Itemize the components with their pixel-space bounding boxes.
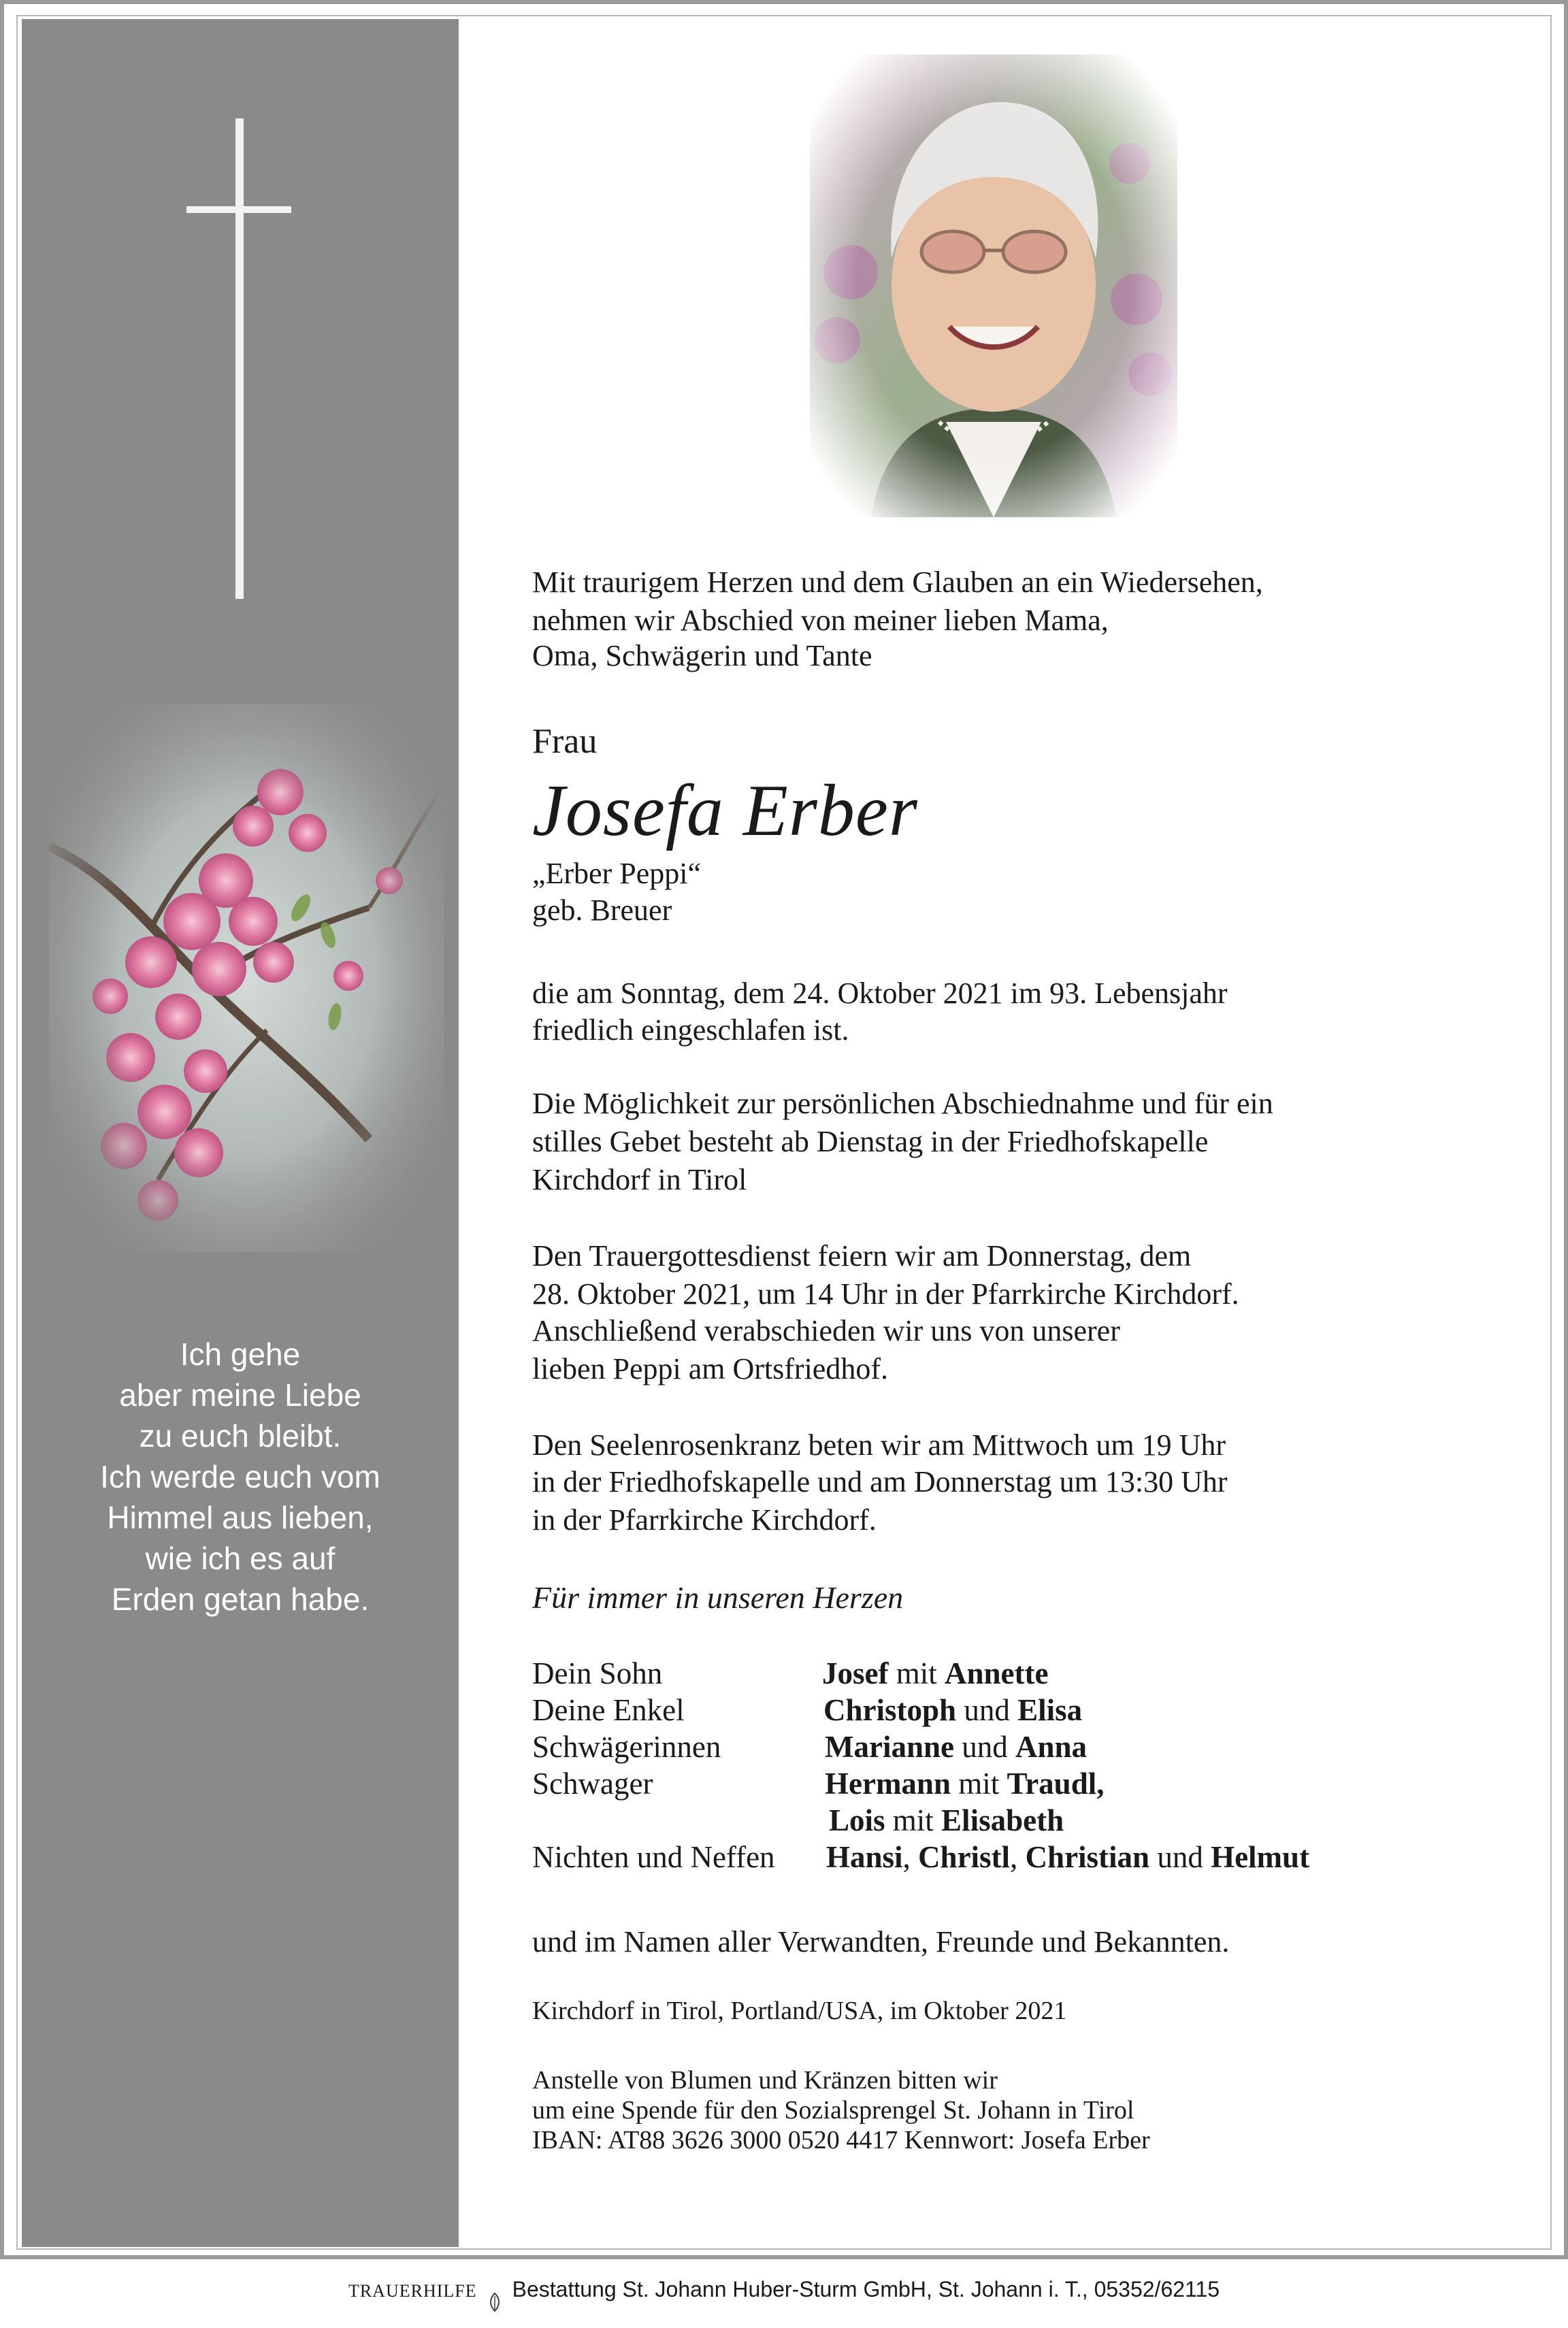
donation-line: IBAN: AT88 3626 3000 0520 4417 Kennwort: Josefa Erber: [532, 2126, 1150, 2154]
quote-line: Ich gehe: [180, 1337, 301, 1372]
quote-line: aber meine Liebe: [119, 1377, 361, 1413]
intro-line: Mit traurigem Herzen und dem Glauben an ein Wiedersehen,: [532, 565, 1263, 599]
service-line: Den Trauergottesdienst feiern wir am Donnerstag, dem: [532, 1239, 1192, 1273]
place-date: Kirchdorf in Tirol, Portland/USA, im Oktober 2021: [532, 1997, 1067, 2025]
relative-names: Lois mit Elisabeth: [829, 1803, 1064, 1837]
cross-bar: [186, 206, 291, 213]
portrait-photo: [810, 54, 1177, 517]
footer-company: Bestattung St. Johann Huber-Sturm GmbH, St. Johann i. T., 05352/62115: [512, 2277, 1220, 2301]
leaf-icon: [488, 2282, 502, 2302]
deceased-name: Josefa Erber: [532, 770, 918, 851]
quote-line: zu euch bleibt.: [139, 1418, 342, 1454]
salutation: Frau: [532, 722, 598, 761]
motto: Für immer in unseren Herzen: [532, 1580, 904, 1615]
cross-icon: [235, 118, 244, 599]
birth-name: geb. Breuer: [532, 894, 672, 927]
service-line: 28. Oktober 2021, um 14 Uhr in der Pfarrkirche Kirchdorf.: [532, 1277, 1239, 1311]
cherry-blossom-image: [49, 704, 444, 1252]
portrait-illustration: [810, 54, 1177, 517]
relative-names: Christoph und Elisa: [823, 1693, 1083, 1727]
footer: [0, 2266, 1568, 2312]
relative-role: Dein Sohn: [532, 1656, 663, 1690]
intro-line: nehmen wir Abschied von meiner lieben Mama,: [532, 604, 1109, 637]
donation-line: Anstelle von Blumen und Kränzen bitten wir: [532, 2066, 998, 2095]
rosary-line: in der Friedhofskapelle und am Donnerstag um 13:30 Uhr: [532, 1465, 1228, 1498]
relative-names: Marianne und Anna: [825, 1730, 1088, 1764]
service-line: Anschließend verabschieden wir uns von unserer: [532, 1314, 1120, 1347]
donation-line: um eine Spende für den Sozialsprengel St. Johann in Tirol: [532, 2096, 1134, 2125]
service-line: lieben Peppi am Ortsfriedhof.: [532, 1352, 888, 1386]
blossom-illustration: [49, 704, 444, 1252]
relative-role: Nichten und Neffen: [532, 1840, 775, 1874]
relative-role: Schwager: [532, 1767, 653, 1801]
intro-line: Oma, Schwägerin und Tante: [532, 639, 872, 672]
farewell-line: Die Möglichkeit zur persönlichen Abschiednahme und für ein: [532, 1087, 1273, 1120]
relative-role: Schwägerinnen: [532, 1730, 721, 1764]
quote-line: Himmel aus lieben,: [107, 1500, 374, 1535]
quote-line: wie ich es auf: [145, 1541, 336, 1576]
relative-names: Hansi, Christl, Christian und Helmut: [826, 1840, 1310, 1874]
relative-role: Deine Enkel: [532, 1693, 685, 1727]
rosary-line: Den Seelenrosenkranz beten wir am Mittwoch um 19 Uhr: [532, 1428, 1226, 1462]
quote-line: Erden getan habe.: [111, 1581, 370, 1617]
death-notice-line: friedlich eingeschlafen ist.: [532, 1013, 849, 1047]
relative-names: Hermann mit Traudl,: [825, 1767, 1105, 1801]
quote-line: Ich werde euch vom: [100, 1459, 380, 1494]
memorial-quote: [22, 1334, 459, 1620]
relative-names: Josef mit Annette: [822, 1656, 1049, 1690]
nickname: „Erber Peppi“: [532, 857, 701, 890]
footer-brand: TRAUERHILFE: [348, 2281, 477, 2301]
death-notice-line: die am Sonntag, dem 24. Oktober 2021 im 93. Lebensjahr: [532, 977, 1228, 1010]
closing-line: und im Namen aller Verwandten, Freunde und Bekannten.: [532, 1925, 1230, 1958]
farewell-line: Kirchdorf in Tirol: [532, 1163, 747, 1196]
farewell-line: stilles Gebet besteht ab Dienstag in der Friedhofskapelle: [532, 1125, 1209, 1158]
rosary-line: in der Pfarrkirche Kirchdorf.: [532, 1503, 877, 1537]
